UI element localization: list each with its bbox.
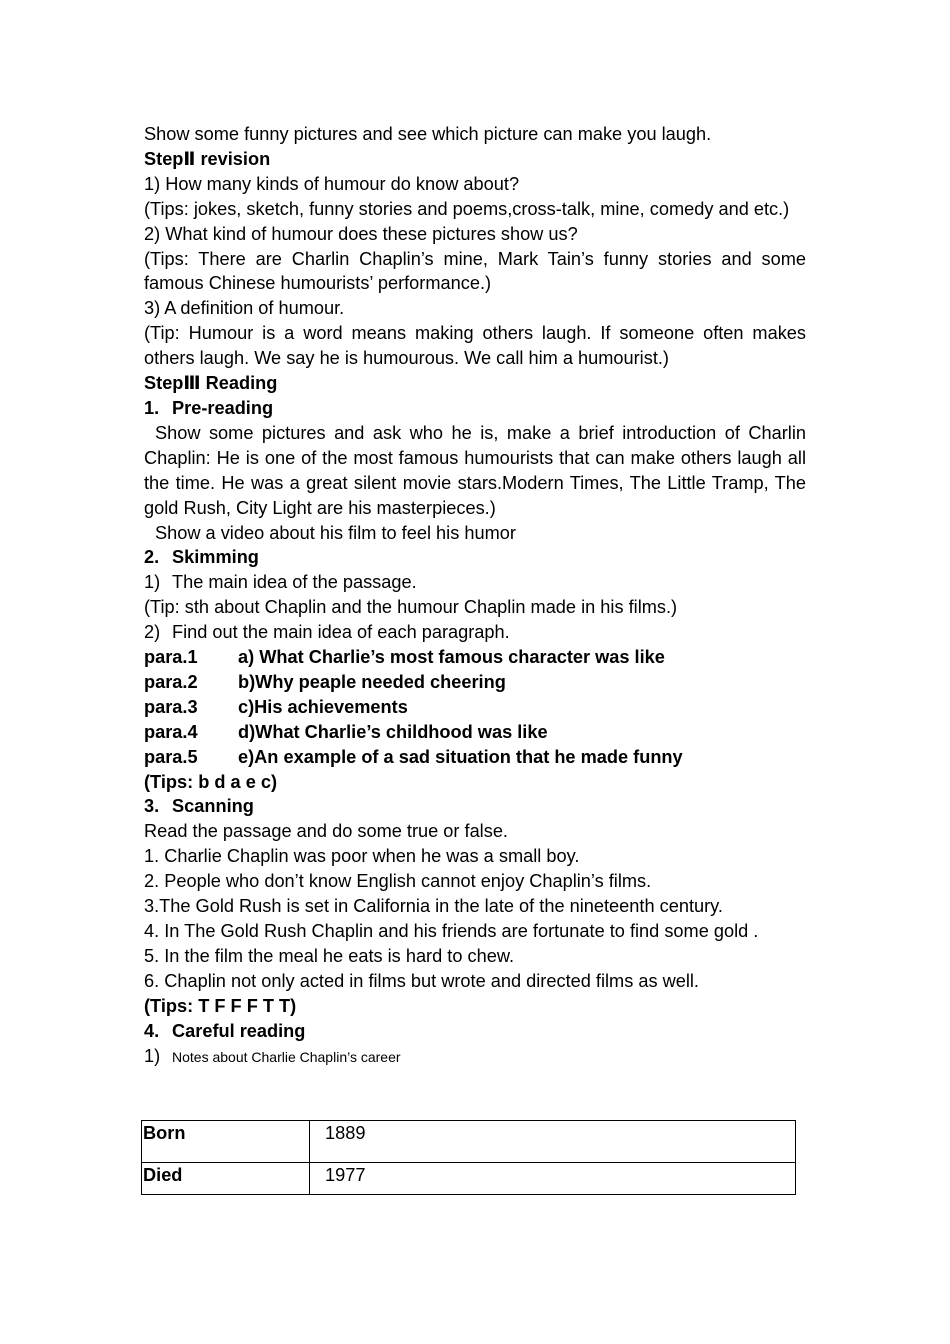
scanning-heading [144,794,806,819]
step2-tip-3: (Tip: Humour is a word means making others laugh. If someone often makes others laugh. We say he is humourous. We call him a humourist.) [144,323,806,369]
scanning-tips: (Tips: T F F F T T) [144,995,297,1016]
prereading-heading [144,396,806,421]
skimming-heading [144,545,806,570]
step2-question-1: 1) How many kinds of humour do know about? [144,173,520,194]
scanning-statement: 3.The Gold Rush is set in California in the late of the nineteenth century. [144,896,723,917]
scanning-number: 3. [144,796,160,817]
paragraph-idea: b)Why peaple needed cheering [238,671,506,692]
paragraph-row [144,745,806,770]
skimming-item-1-tip: (Tip: sth about Chaplin and the humour Chaplin made in his films.) [144,597,678,618]
careful-reading-subitem-title: Notes about Charlie Chaplin’s career [172,1048,401,1065]
scanning-instruction: Read the passage and do some true or false. [144,821,508,842]
paragraph-idea: c)His achievements [238,696,408,717]
paragraph-row [144,695,806,720]
step2-heading: StepⅡ revision [144,148,271,169]
scanning-statement: 4. In The Gold Rush Chaplin and his friends are fortunate to find some gold . [144,921,759,941]
prereading-video: Show a video about his film to feel his humor [155,522,516,543]
table-row [142,1121,796,1163]
table-row [142,1163,796,1195]
table-label-cell: Died [142,1163,310,1195]
step2-tip-2: (Tips: There are Charlin Chaplin’s mine, Mark Tain’s funny stories and some famous Chinese humourists’ performance.) [144,248,806,294]
skimming-item-1 [144,570,806,595]
paragraph-idea: e)An example of a sad situation that he made funny [238,746,683,767]
prereading-title: Pre-reading [172,397,274,418]
scanning-statement: 2. People who don’t know English cannot enjoy Chaplin’s films. [144,871,652,892]
document-body [144,122,806,1069]
paragraph-row [144,670,806,695]
paragraph-label: para.4 [144,721,198,742]
step3-heading: StepⅢ Reading [144,373,278,394]
skimming-tips: (Tips: b d a e c) [144,771,278,792]
scanning-title: Scanning [172,796,254,817]
paragraph-label: para.2 [144,671,198,692]
scanning-statement: 1. Charlie Chaplin was poor when he was a small boy. [144,846,580,867]
prereading-text-content: Show some pictures and ask who he is, make a brief introduction of Charlin Chaplin: He is one of the most famous humourists that can make others laugh all the time. He was a great silent movie stars.Modern Times, The Little Tramp, The gold Rush, City Light are his masterpieces.) [144,422,806,518]
paragraph-row [144,645,806,670]
table-label-cell: Born [142,1121,310,1163]
step2-question-3: 3) A definition of humour. [144,298,345,319]
careful-reading-title: Careful reading [172,1020,306,1041]
prereading-number: 1. [144,397,160,418]
paragraph-row [144,720,806,745]
careful-reading-subitem-number: 1) [144,1045,161,1066]
paragraph-idea: a) What Charlie’s most famous character was like [238,647,665,668]
table-value-cell: 1889 [310,1121,796,1163]
careful-reading-subitem [144,1044,806,1070]
paragraph-idea: d)What Charlie’s childhood was like [238,721,548,742]
paragraph-label: para.5 [144,746,198,767]
step2-tip-1: (Tips: jokes, sketch, funny stories and poems,cross-talk, mine, comedy and etc.) [144,198,790,219]
paragraph-label: para.1 [144,647,198,668]
skimming-title: Skimming [172,547,259,568]
skimming-item-2-text: Find out the main idea of each paragraph. [172,622,510,643]
skimming-item-2 [144,620,806,645]
skimming-item-1-text: The main idea of the passage. [172,572,417,593]
careful-reading-number: 4. [144,1020,160,1041]
step2-question-2: 2) What kind of humour does these pictures show us? [144,223,578,244]
skimming-number: 2. [144,547,160,568]
paragraph-label: para.3 [144,696,198,717]
skimming-item-2-number: 2) [144,622,161,643]
skimming-item-1-number: 1) [144,572,161,593]
scanning-statement: 6. Chaplin not only acted in films but wrote and directed films as well. [144,970,699,991]
prereading-text [144,421,806,521]
careful-reading-heading [144,1019,806,1044]
intro-text: Show some funny pictures and see which picture can make you laugh. [144,124,712,144]
scanning-statement: 5. In the film the meal he eats is hard to chew. [144,945,515,966]
table-value-cell: 1977 [310,1163,796,1195]
career-notes-table [141,1120,796,1195]
